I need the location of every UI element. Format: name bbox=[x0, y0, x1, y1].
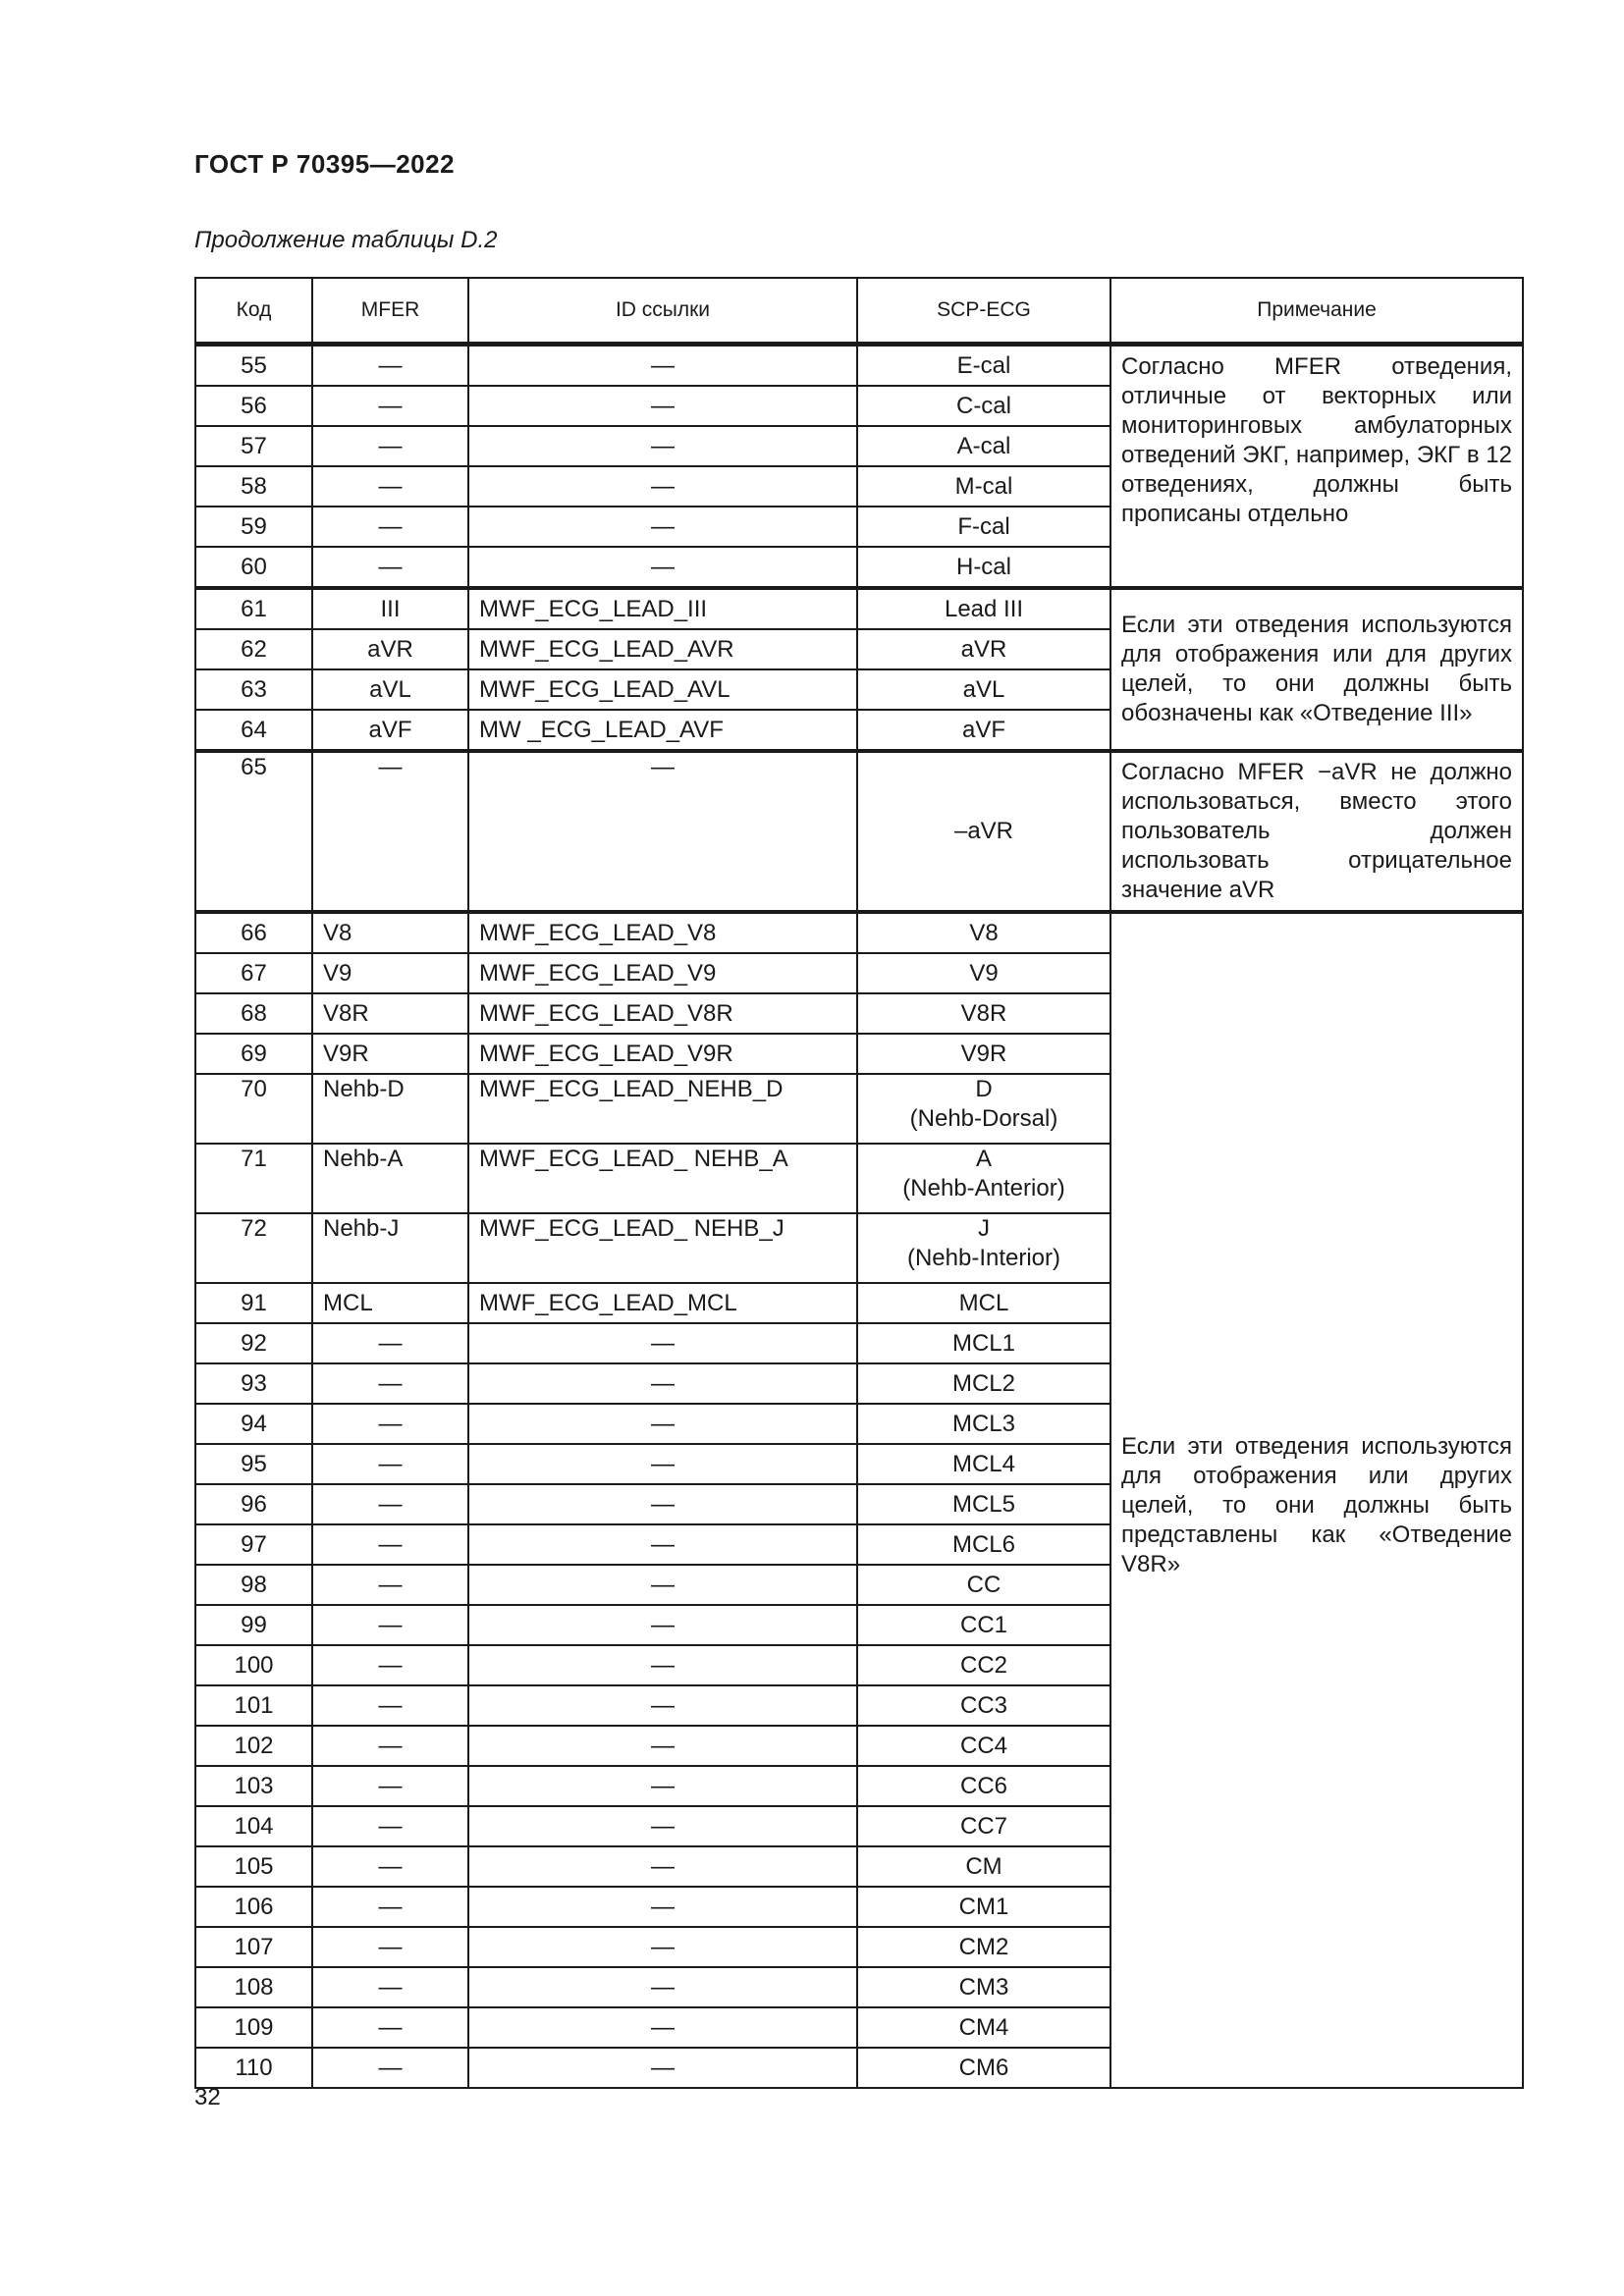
cell-scp: H-cal bbox=[857, 547, 1110, 588]
cell-mfer: — bbox=[312, 386, 468, 426]
scp-subline: (Nehb-Dorsal) bbox=[909, 1105, 1058, 1132]
cell-code: 99 bbox=[195, 1605, 312, 1645]
cell-mfer: Nehb-A bbox=[312, 1144, 468, 1213]
cell-mfer: Nehb-D bbox=[312, 1074, 468, 1144]
cell-id: — bbox=[468, 1927, 857, 1967]
cell-id: — bbox=[468, 507, 857, 547]
cell-code: 69 bbox=[195, 1034, 312, 1074]
cell-scp: MCL bbox=[857, 1283, 1110, 1323]
cell-scp: MCL1 bbox=[857, 1323, 1110, 1363]
cell-scp: MCL2 bbox=[857, 1363, 1110, 1404]
cell-scp bbox=[857, 1074, 1110, 1144]
note-cell: Если эти отведения используются для отображения или других целей, то они должны быть представлены как «Отведение V8R» bbox=[1110, 912, 1523, 2088]
cell-id: — bbox=[468, 1887, 857, 1927]
cell-scp: CM bbox=[857, 1846, 1110, 1887]
cell-code: 108 bbox=[195, 1967, 312, 2007]
cell-mfer: — bbox=[312, 345, 468, 387]
cell-mfer: V8 bbox=[312, 912, 468, 953]
cell-code: 65 bbox=[195, 751, 312, 912]
cell-scp: CC4 bbox=[857, 1726, 1110, 1766]
cell-code: 91 bbox=[195, 1283, 312, 1323]
cell-id: MWF_ECG_LEAD_III bbox=[468, 588, 857, 629]
cell-id: — bbox=[468, 1846, 857, 1887]
cell-id: MWF_ECG_LEAD_V8 bbox=[468, 912, 857, 953]
cell-mfer: aVR bbox=[312, 629, 468, 669]
table-row bbox=[195, 588, 1523, 629]
cell-scp: CC6 bbox=[857, 1766, 1110, 1806]
cell-code: 64 bbox=[195, 710, 312, 751]
cell-code: 109 bbox=[195, 2007, 312, 2048]
cell-scp: CC1 bbox=[857, 1605, 1110, 1645]
cell-mfer: Nehb-J bbox=[312, 1213, 468, 1283]
cell-scp: A-cal bbox=[857, 426, 1110, 466]
table-row bbox=[195, 751, 1523, 912]
table-header-row bbox=[195, 278, 1523, 345]
column-header-mfer: MFER bbox=[312, 278, 468, 345]
cell-code: 57 bbox=[195, 426, 312, 466]
cell-code: 104 bbox=[195, 1806, 312, 1846]
cell-code: 71 bbox=[195, 1144, 312, 1213]
cell-mfer: — bbox=[312, 1685, 468, 1726]
table-row bbox=[195, 345, 1523, 387]
cell-scp: M-cal bbox=[857, 466, 1110, 507]
cell-id: — bbox=[468, 1605, 857, 1645]
cell-scp: CM2 bbox=[857, 1927, 1110, 1967]
cell-scp: MCL4 bbox=[857, 1444, 1110, 1484]
cell-scp: MCL5 bbox=[857, 1484, 1110, 1524]
cell-code: 93 bbox=[195, 1363, 312, 1404]
cell-code: 67 bbox=[195, 953, 312, 993]
cell-mfer: — bbox=[312, 2007, 468, 2048]
cell-id: — bbox=[468, 386, 857, 426]
cell-id: — bbox=[468, 1685, 857, 1726]
cell-code: 105 bbox=[195, 1846, 312, 1887]
cell-id: — bbox=[468, 1726, 857, 1766]
cell-code: 106 bbox=[195, 1887, 312, 1927]
standard-title: ГОСТ Р 70395—2022 bbox=[194, 149, 456, 179]
cell-scp: –aVR bbox=[857, 751, 1110, 912]
cell-id: — bbox=[468, 1967, 857, 2007]
cell-id: — bbox=[468, 1444, 857, 1484]
cell-id: — bbox=[468, 1524, 857, 1565]
table-continuation-caption: Продолжение таблицы D.2 bbox=[194, 227, 498, 253]
cell-id: — bbox=[468, 466, 857, 507]
cell-scp: CC2 bbox=[857, 1645, 1110, 1685]
cell-mfer: — bbox=[312, 507, 468, 547]
cell-code: 103 bbox=[195, 1766, 312, 1806]
scp-line: A bbox=[975, 1146, 992, 1172]
cell-id: MW _ECG_LEAD_AVF bbox=[468, 710, 857, 751]
cell-scp: aVL bbox=[857, 669, 1110, 710]
cell-scp: CM3 bbox=[857, 1967, 1110, 2007]
cell-mfer: — bbox=[312, 1323, 468, 1363]
cell-code: 72 bbox=[195, 1213, 312, 1283]
cell-scp bbox=[857, 1213, 1110, 1283]
cell-mfer: V9R bbox=[312, 1034, 468, 1074]
cell-code: 95 bbox=[195, 1444, 312, 1484]
cell-scp: aVR bbox=[857, 629, 1110, 669]
table-row bbox=[195, 912, 1523, 953]
column-header-note: Примечание bbox=[1110, 278, 1523, 345]
cell-mfer: — bbox=[312, 1927, 468, 1967]
cell-mfer: — bbox=[312, 426, 468, 466]
cell-mfer: — bbox=[312, 1887, 468, 1927]
cell-id: — bbox=[468, 1806, 857, 1846]
cell-scp: CM4 bbox=[857, 2007, 1110, 2048]
cell-code: 110 bbox=[195, 2048, 312, 2088]
cell-mfer: III bbox=[312, 588, 468, 629]
cell-code: 101 bbox=[195, 1685, 312, 1726]
cell-mfer: — bbox=[312, 1363, 468, 1404]
note-cell: Согласно MFER отведения, отличные от векторных или мониторинговых амбулаторных отведений ЭКГ, например, ЭКГ в 12 отведениях, должны быть прописаны отдельно bbox=[1110, 345, 1523, 589]
cell-scp bbox=[857, 1144, 1110, 1213]
cell-id: MWF_ECG_LEAD_V9R bbox=[468, 1034, 857, 1074]
leads-table bbox=[194, 277, 1524, 2089]
cell-mfer: — bbox=[312, 466, 468, 507]
cell-code: 66 bbox=[195, 912, 312, 953]
cell-mfer: MCL bbox=[312, 1283, 468, 1323]
cell-id: — bbox=[468, 1404, 857, 1444]
cell-mfer: — bbox=[312, 1726, 468, 1766]
cell-mfer: — bbox=[312, 1766, 468, 1806]
cell-id: — bbox=[468, 1565, 857, 1605]
note-cell: Если эти отведения используются для отображения или для других целей, то они должны быть обозначены как «Отведение III» bbox=[1110, 588, 1523, 751]
cell-scp: C-cal bbox=[857, 386, 1110, 426]
cell-id: — bbox=[468, 1484, 857, 1524]
cell-code: 70 bbox=[195, 1074, 312, 1144]
cell-scp: Lead III bbox=[857, 588, 1110, 629]
column-header-code: Код bbox=[195, 278, 312, 345]
cell-mfer: V9 bbox=[312, 953, 468, 993]
cell-code: 68 bbox=[195, 993, 312, 1034]
cell-id: — bbox=[468, 1363, 857, 1404]
cell-code: 100 bbox=[195, 1645, 312, 1685]
cell-scp: CC bbox=[857, 1565, 1110, 1605]
cell-id: — bbox=[468, 1323, 857, 1363]
cell-code: 60 bbox=[195, 547, 312, 588]
cell-id: MWF_ECG_LEAD_V9 bbox=[468, 953, 857, 993]
cell-mfer: aVF bbox=[312, 710, 468, 751]
cell-mfer: V8R bbox=[312, 993, 468, 1034]
cell-scp: V8R bbox=[857, 993, 1110, 1034]
cell-mfer: — bbox=[312, 1605, 468, 1645]
cell-code: 107 bbox=[195, 1927, 312, 1967]
cell-scp: V9 bbox=[857, 953, 1110, 993]
scp-subline: (Nehb-Anterior) bbox=[902, 1175, 1065, 1201]
cell-code: 102 bbox=[195, 1726, 312, 1766]
column-header-id: ID ссылки bbox=[468, 278, 857, 345]
scp-line: J bbox=[978, 1215, 990, 1242]
cell-code: 62 bbox=[195, 629, 312, 669]
cell-id: MWF_ECG_LEAD_V8R bbox=[468, 993, 857, 1034]
cell-code: 63 bbox=[195, 669, 312, 710]
cell-mfer: — bbox=[312, 1846, 468, 1887]
cell-id: — bbox=[468, 1645, 857, 1685]
cell-scp: aVF bbox=[857, 710, 1110, 751]
scp-subline: (Nehb-Interior) bbox=[906, 1245, 1061, 1271]
cell-code: 98 bbox=[195, 1565, 312, 1605]
cell-mfer: — bbox=[312, 1967, 468, 2007]
cell-id: — bbox=[468, 1766, 857, 1806]
cell-id: — bbox=[468, 345, 857, 387]
cell-code: 96 bbox=[195, 1484, 312, 1524]
cell-mfer: — bbox=[312, 751, 468, 912]
cell-scp: V8 bbox=[857, 912, 1110, 953]
cell-code: 58 bbox=[195, 466, 312, 507]
cell-mfer: — bbox=[312, 1484, 468, 1524]
cell-mfer: — bbox=[312, 1404, 468, 1444]
cell-code: 97 bbox=[195, 1524, 312, 1565]
cell-scp: V9R bbox=[857, 1034, 1110, 1074]
cell-scp: MCL6 bbox=[857, 1524, 1110, 1565]
cell-id: MWF_ECG_LEAD_MCL bbox=[468, 1283, 857, 1323]
note-cell: Согласно MFER −aVR не должно использоваться, вместо этого пользователь должен использовать отрицательное значение aVR bbox=[1110, 751, 1523, 912]
cell-mfer: — bbox=[312, 2048, 468, 2088]
cell-mfer: — bbox=[312, 547, 468, 588]
cell-mfer: — bbox=[312, 1645, 468, 1685]
cell-id: MWF_ECG_LEAD_AVL bbox=[468, 669, 857, 710]
cell-scp: F-cal bbox=[857, 507, 1110, 547]
scp-line: D bbox=[975, 1076, 993, 1102]
column-header-scp: SCP-ECG bbox=[857, 278, 1110, 345]
cell-mfer: — bbox=[312, 1444, 468, 1484]
cell-code: 94 bbox=[195, 1404, 312, 1444]
cell-mfer: aVL bbox=[312, 669, 468, 710]
cell-id: MWF_ECG_LEAD_ NEHB_A bbox=[468, 1144, 857, 1213]
cell-scp: CC7 bbox=[857, 1806, 1110, 1846]
cell-mfer: — bbox=[312, 1524, 468, 1565]
cell-id: MWF_ECG_LEAD_NEHB_D bbox=[468, 1074, 857, 1144]
cell-id: — bbox=[468, 547, 857, 588]
cell-id: MWF_ECG_LEAD_ NEHB_J bbox=[468, 1213, 857, 1283]
cell-scp: CM1 bbox=[857, 1887, 1110, 1927]
cell-scp: E-cal bbox=[857, 345, 1110, 387]
cell-code: 59 bbox=[195, 507, 312, 547]
cell-mfer: — bbox=[312, 1565, 468, 1605]
page-number: 32 bbox=[194, 2084, 221, 2110]
cell-scp: MCL3 bbox=[857, 1404, 1110, 1444]
cell-code: 92 bbox=[195, 1323, 312, 1363]
cell-id: — bbox=[468, 2007, 857, 2048]
cell-mfer: — bbox=[312, 1806, 468, 1846]
cell-id: MWF_ECG_LEAD_AVR bbox=[468, 629, 857, 669]
cell-scp: CC3 bbox=[857, 1685, 1110, 1726]
cell-id: — bbox=[468, 2048, 857, 2088]
cell-id: — bbox=[468, 751, 857, 912]
cell-code: 61 bbox=[195, 588, 312, 629]
cell-code: 56 bbox=[195, 386, 312, 426]
cell-id: — bbox=[468, 426, 857, 466]
cell-code: 55 bbox=[195, 345, 312, 387]
cell-scp: CM6 bbox=[857, 2048, 1110, 2088]
